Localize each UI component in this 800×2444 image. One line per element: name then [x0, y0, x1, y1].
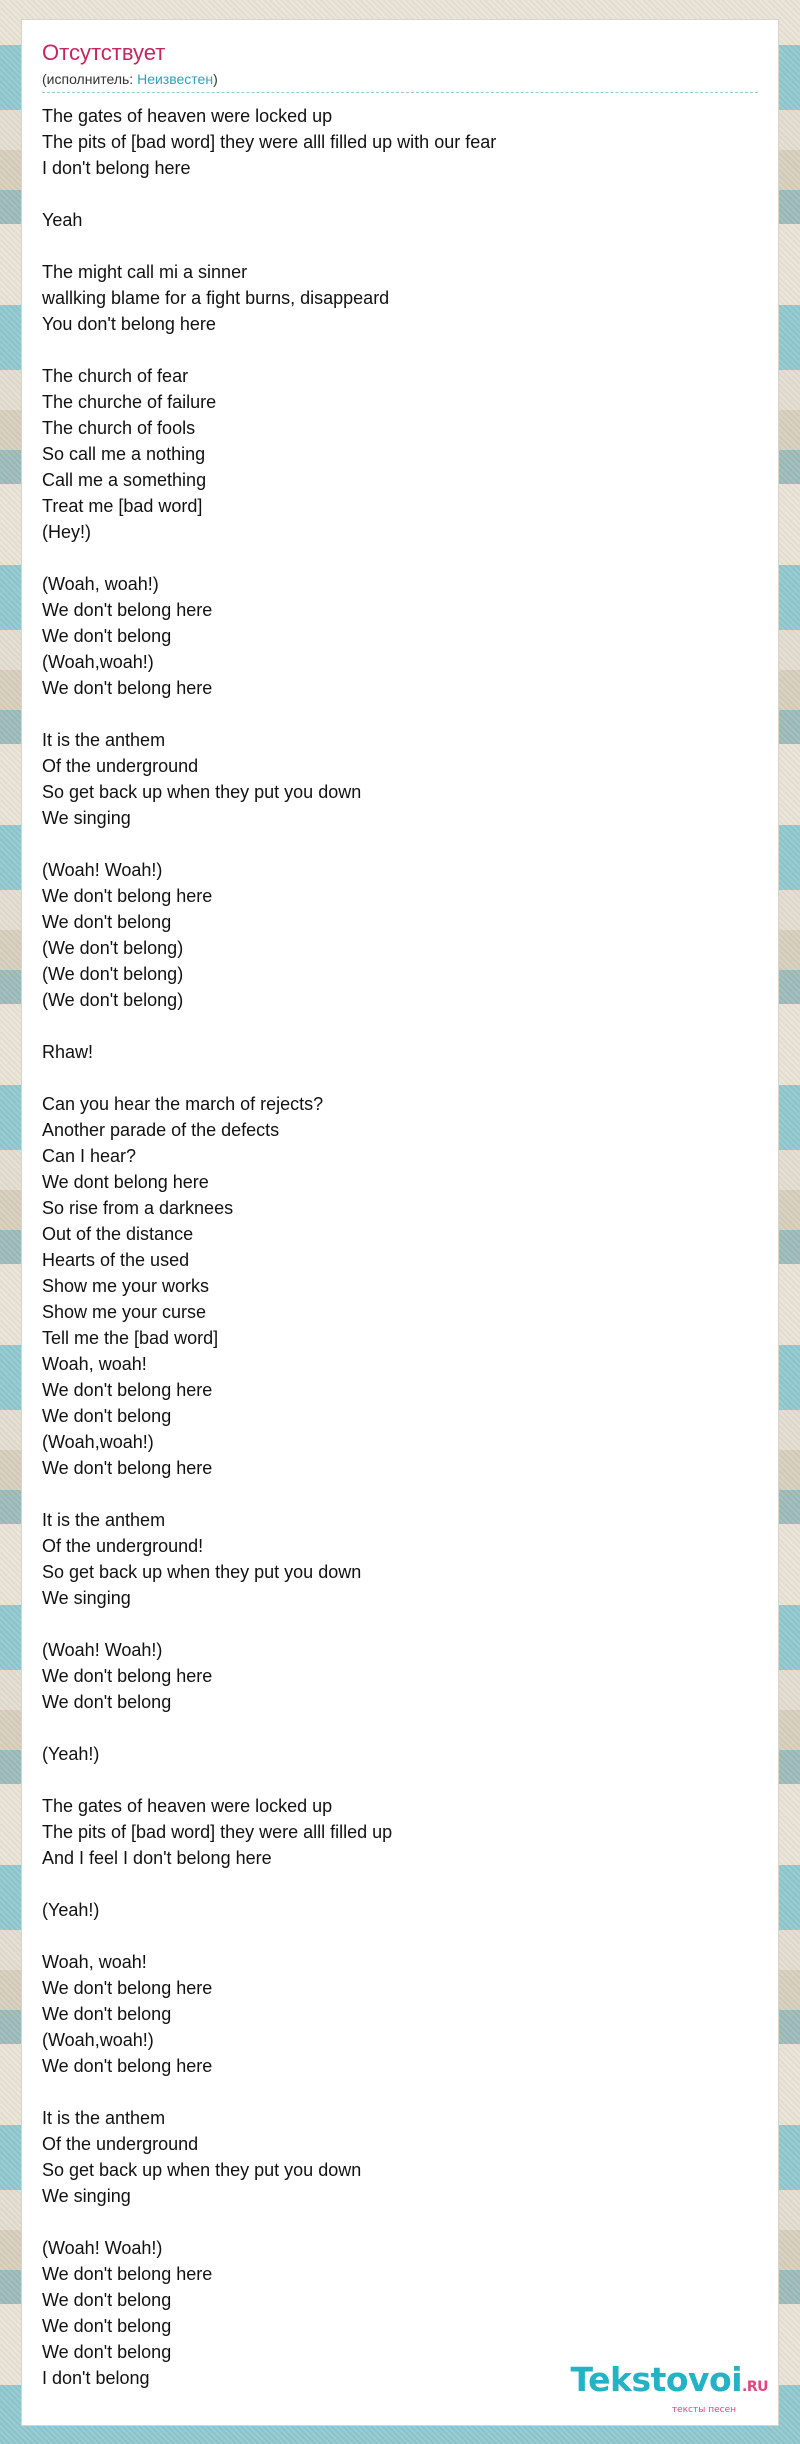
title-divider — [42, 92, 758, 93]
song-title: Отсутствует — [42, 40, 166, 65]
logo-tagline: тексты песен — [671, 2405, 736, 2415]
artist-link[interactable]: Неизвестен — [137, 71, 214, 87]
artist-line — [42, 70, 218, 88]
lyrics-text: The gates of heaven were locked up The pits of [bad word] they were alll filled up with our fear I don't belong here Yeah The might call mi a sinner wallking blame for a fight burns, disappeard You don't belong here The church of fear The churche of failure The church of fools So call me a nothing Call me a something Treat me [bad word] (Hey!) (Woah, woah!) We don't belong here We don't belong (Woah,woah!) We don't belong here It is the anthem Of the underground So get back up when they put you down We singing (Woah! Woah!) We don't belong here We don't belong (We don't belong) (We don't belong) (We don't belong) Rhaw! Can you hear the march of rejects? Another parade of the defects Can I hear? We dont belong here So rise from a darknees Out of the distance Hearts of the used Show me your works Show me your curse Tell me the [bad word] Woah, woah! We don't belong here We don't belong (Woah,woah!) We don't belong here It is the anthem Of the underground! So get back up when they put you down We singing (Woah! Woah!) We don't belong here We don't belong (Yeah!) The gates of heaven were locked up The pits of [bad word] they were alll filled up And I feel I don't belong here (Yeah!) Woah, woah! We don't belong here We don't belong (Woah,woah!) We don't belong here It is the anthem Of the underground So get back up when they put you down We singing (Woah! Woah!) We don't belong here We don't belong We don't belong We don't belong I don't belong — [42, 106, 497, 2388]
logo-tld: .RU — [742, 2379, 768, 2395]
site-logo[interactable] — [570, 2362, 768, 2415]
artist-prefix: (исполнитель: — [42, 71, 138, 87]
logo-name: Tekstovoi — [570, 2360, 743, 2399]
artist-suffix: ) — [213, 71, 218, 87]
logo-wordmark — [570, 2362, 768, 2405]
lyrics-card — [22, 20, 778, 2425]
